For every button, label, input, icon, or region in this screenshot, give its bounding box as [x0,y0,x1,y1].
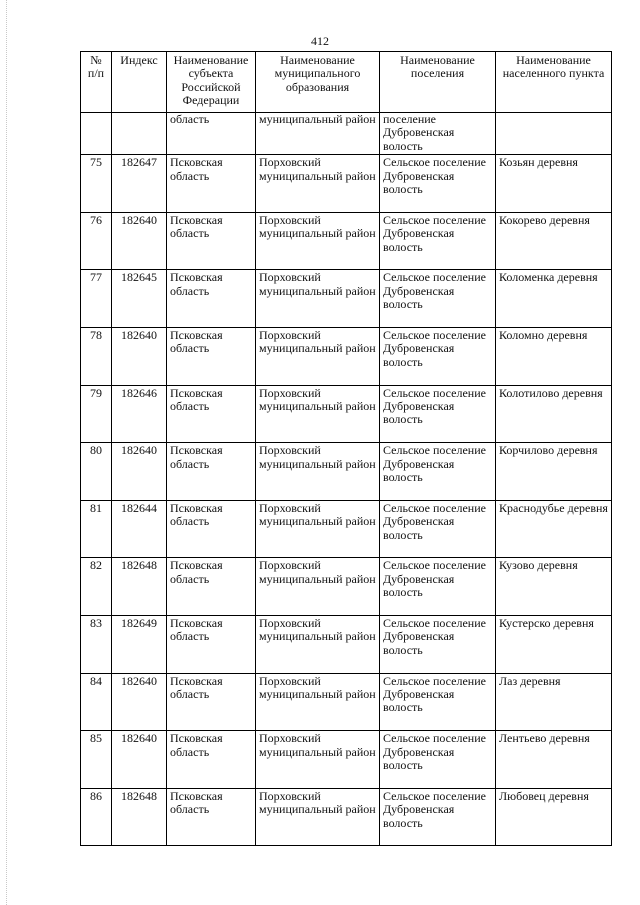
cell-municipality: Порховский муниципальный район [256,385,380,443]
table-row [81,385,612,443]
cell-subject: Псковская область [167,155,256,213]
cell-subject: Псковская область [167,270,256,328]
cell-index: 182646 [112,385,167,443]
cell-municipality: Порховский муниципальный район [256,328,380,386]
table-row [81,328,612,386]
cell-settlement: Сельское поселение Дубровенская волость [380,385,496,443]
cell-locality: Колотилово деревня [496,385,612,443]
cell-locality: Кустерско деревня [496,615,612,673]
cell-index [112,113,167,155]
cell-settlement: Сельское поселение Дубровенская волость [380,328,496,386]
settlements-table [80,51,612,846]
cell-num: 80 [81,443,112,501]
cell-municipality: Порховский муниципальный район [256,615,380,673]
cell-index: 182648 [112,558,167,616]
header-municipality: Наименование муниципального образования [256,52,380,113]
cell-subject: Псковская область [167,673,256,731]
cell-subject: Псковская область [167,443,256,501]
cell-num: 81 [81,500,112,558]
cell-settlement: Сельское поселение Дубровенская волость [380,155,496,213]
cell-index: 182644 [112,500,167,558]
cell-index: 182645 [112,270,167,328]
page-number: 412 [311,34,329,48]
cell-settlement: Сельское поселение Дубровенская волость [380,270,496,328]
cell-index: 182640 [112,443,167,501]
cell-num: 86 [81,788,112,846]
cell-municipality: Порховский муниципальный район [256,443,380,501]
cell-index: 182648 [112,788,167,846]
table-body [81,113,612,846]
cell-locality: Коломно деревня [496,328,612,386]
cell-locality: Кузово деревня [496,558,612,616]
cell-subject: область [167,113,256,155]
cell-num: 77 [81,270,112,328]
cell-settlement: Сельское поселение Дубровенская волость [380,443,496,501]
cell-settlement: Сельское поселение Дубровенская волость [380,731,496,789]
header-locality: Наименование населенного пункта [496,52,612,113]
cell-index: 182640 [112,212,167,270]
cell-num [81,113,112,155]
table-header [81,52,612,113]
cell-subject: Псковская область [167,212,256,270]
cell-settlement: Сельское поселение Дубровенская волость [380,558,496,616]
cell-num: 84 [81,673,112,731]
cell-index: 182640 [112,328,167,386]
header-settlement: Наименование поселения [380,52,496,113]
cell-settlement: Сельское поселение Дубровенская волость [380,212,496,270]
cell-subject: Псковская область [167,500,256,558]
cell-locality [496,113,612,155]
cell-num: 79 [81,385,112,443]
cell-settlement: Сельское поселение Дубровенская волость [380,788,496,846]
cell-locality: Лентьево деревня [496,731,612,789]
cell-index: 182647 [112,155,167,213]
cell-subject: Псковская область [167,788,256,846]
cell-subject: Псковская область [167,558,256,616]
table-row [81,615,612,673]
cell-municipality: Порховский муниципальный район [256,673,380,731]
table-row [81,443,612,501]
table-row [81,212,612,270]
header-num: № п/п [81,52,112,113]
cell-locality: Козьян деревня [496,155,612,213]
cell-num: 85 [81,731,112,789]
cell-locality: Корчилово деревня [496,443,612,501]
header-index: Индекс [112,52,167,113]
cell-num: 78 [81,328,112,386]
cell-locality: Коломенка деревня [496,270,612,328]
cell-locality: Лаз деревня [496,673,612,731]
cell-index: 182640 [112,673,167,731]
cell-municipality: Порховский муниципальный район [256,731,380,789]
table-row [81,270,612,328]
cell-settlement: поселение Дубровенская волость [380,113,496,155]
table-row [81,788,612,846]
cell-settlement: Сельское поселение Дубровенская волость [380,615,496,673]
table-row [81,731,612,789]
cell-locality: Кокорево деревня [496,212,612,270]
cell-subject: Псковская область [167,328,256,386]
cell-subject: Псковская область [167,731,256,789]
cell-municipality: муниципальный район [256,113,380,155]
header-row [81,52,612,113]
cell-index: 182649 [112,615,167,673]
cell-subject: Псковская область [167,615,256,673]
cell-num: 82 [81,558,112,616]
cell-index: 182640 [112,731,167,789]
cell-settlement: Сельское поселение Дубровенская волость [380,500,496,558]
cell-municipality: Порховский муниципальный район [256,270,380,328]
cell-municipality: Порховский муниципальный район [256,212,380,270]
cell-locality: Любовец деревня [496,788,612,846]
cell-settlement: Сельское поселение Дубровенская волость [380,673,496,731]
cell-num: 75 [81,155,112,213]
cell-municipality: Порховский муниципальный район [256,788,380,846]
table-row [81,558,612,616]
table-row [81,155,612,213]
cell-num: 83 [81,615,112,673]
table-row-continued [81,113,612,155]
cell-num: 76 [81,212,112,270]
cell-municipality: Порховский муниципальный район [256,155,380,213]
cell-municipality: Порховский муниципальный район [256,500,380,558]
table-row [81,500,612,558]
header-subject: Наименование субъекта Российской Федерации [167,52,256,113]
cell-subject: Псковская область [167,385,256,443]
cell-locality: Краснодубье деревня [496,500,612,558]
cell-municipality: Порховский муниципальный район [256,558,380,616]
scan-margin-line [6,0,8,905]
table-row [81,673,612,731]
